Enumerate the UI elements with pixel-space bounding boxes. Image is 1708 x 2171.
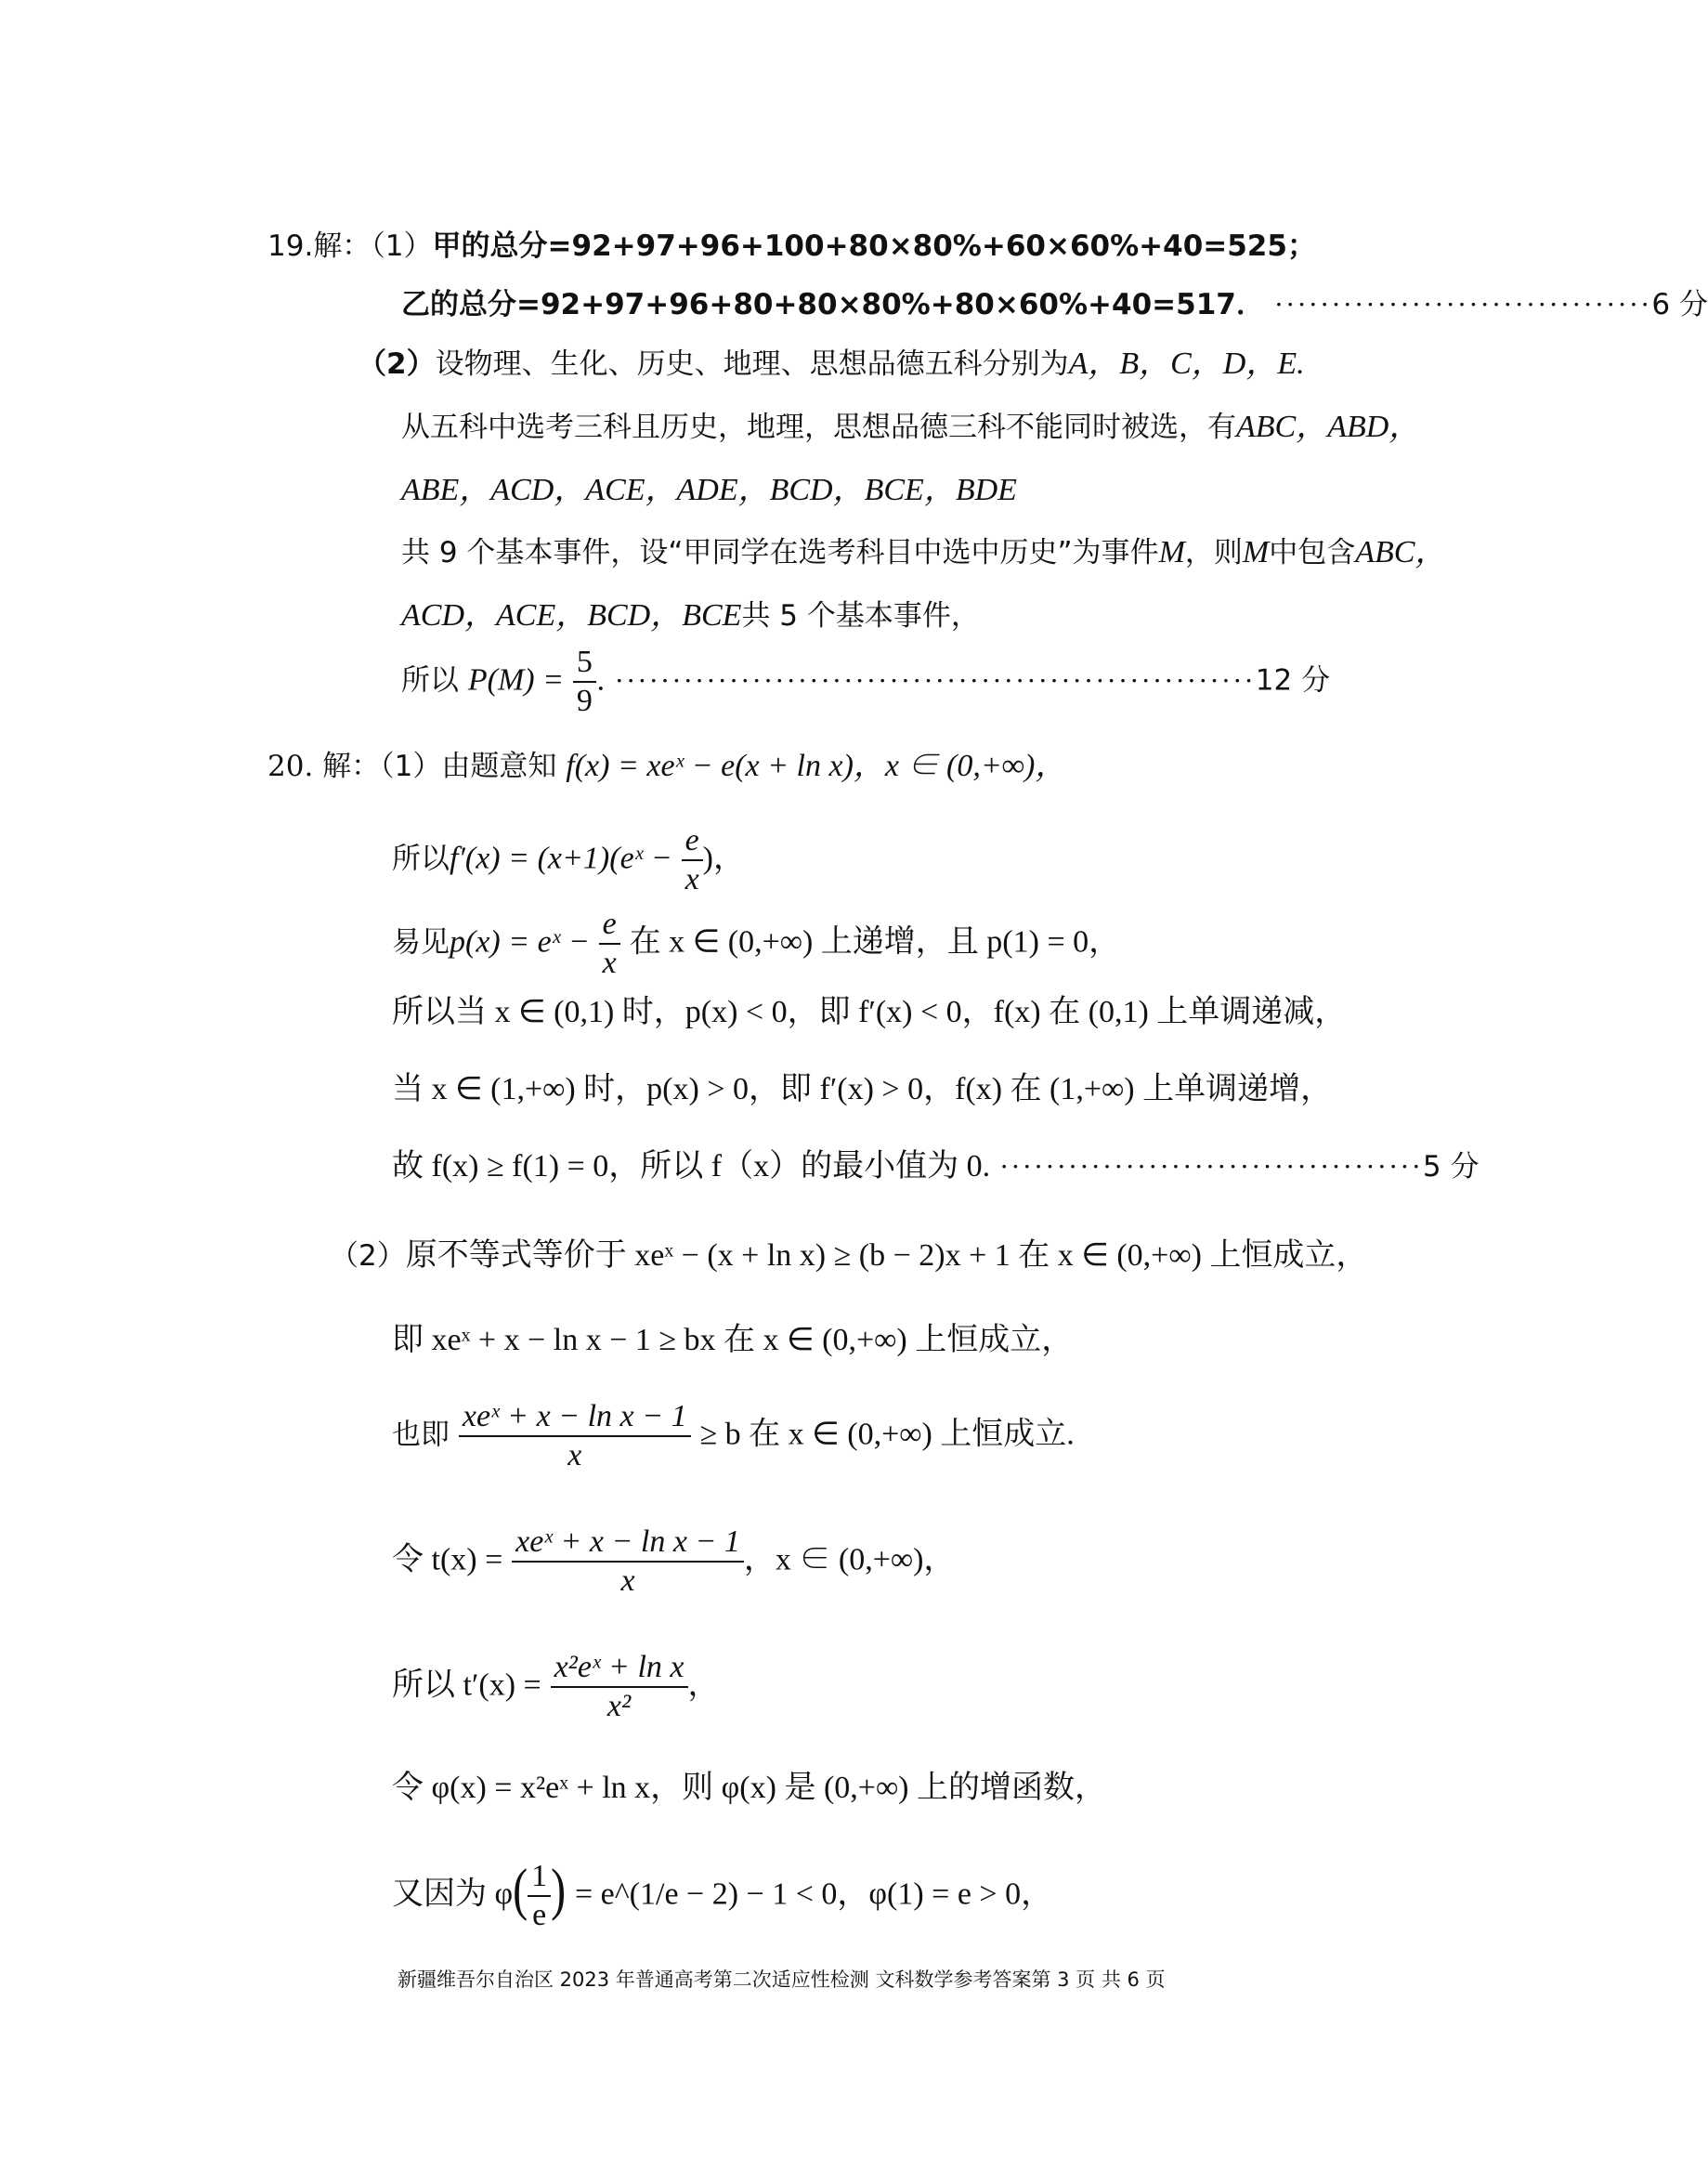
q20-frac11	[551, 1649, 688, 1725]
q19-jia-total: 甲的总分=92+97+96+100+80×80%+60×60%+40=525；	[432, 229, 1316, 263]
fraction-numerator: x²eˣ + ln x	[551, 1649, 688, 1688]
dot-leader: ·································	[1273, 288, 1652, 320]
q19-part2-text1: 设物理、生化、历史、地理、思想品德五科分别为	[435, 347, 1069, 381]
fraction-denominator: 9	[576, 684, 593, 718]
q19-part2-vars1: A，B，C，D，E.	[1068, 347, 1305, 381]
q19-part2-text6: 所以	[401, 663, 459, 698]
q20-jie: 解：	[322, 750, 381, 783]
q19-part2-text4a: 共 9 个基本事件，设“甲同学在选考科目中选中历史”为事件	[401, 536, 1159, 569]
q20-text11: 所以 t′(x) =	[392, 1667, 541, 1703]
fraction-numerator: 5	[573, 644, 596, 683]
q20-part2-line5	[392, 1649, 720, 1725]
q20-tail9: ≥ b 在 x ∈ (0,+∞) 上恒成立.	[699, 1417, 1075, 1452]
q19-part2-line1	[358, 346, 1305, 383]
fraction-numerator: xeˣ + x − ln x − 1	[459, 1398, 691, 1437]
q20-part2-line3	[392, 1398, 1075, 1474]
page-footer: 新疆维吾尔自治区 2023 年普通高考第二次适应性检测 文科数学参考答案第 3 页 共 6 页	[398, 1968, 1166, 1991]
q19-part2-line5	[401, 597, 980, 634]
q19-part2-text4b: ，则	[1184, 536, 1243, 569]
q19-part2-line4	[401, 534, 1446, 571]
q20-text7: 原不等式等价于 xeˣ − (x + ln x) ≥ (b − 2)x + 1 在 x ∈ (0,+∞) 上恒成立，	[405, 1238, 1368, 1273]
q19-part2-vars4: ABC，	[1355, 535, 1447, 569]
q19-part2-text5: 共 5 个基本事件，	[741, 599, 980, 633]
q20-part2-line6: 令 φ(x) = x²eˣ + ln x，则 φ(x) 是 (0,+∞) 上的增函数，	[392, 1771, 1107, 1805]
q20-tail10: ，x ∈ (0,+∞)，	[743, 1542, 956, 1577]
fraction-numerator: 1	[528, 1858, 551, 1897]
event-m: M	[1242, 535, 1270, 569]
fraction-denominator: x	[685, 862, 699, 896]
q19-number: 19.	[267, 229, 314, 263]
q20-expr3: p(x) = eˣ −	[450, 924, 590, 960]
q20-tail3: 在 x ∈ (0,+∞) 上递增，且 p(1) = 0，	[629, 924, 1121, 960]
q20-text3: 易见	[392, 925, 450, 960]
q20-expr1: f(x) = xeˣ − e(x + ln x)，x ∈ (0,+∞)，	[566, 749, 1067, 783]
q20-tail2: )，	[702, 841, 745, 876]
q19-part2-vars5: ACD，ACE，BCD，BCE	[401, 598, 742, 633]
q20-line4: 所以当 x ∈ (0,1) 时，p(x) < 0，即 f′(x) < 0，f(x) 在 (0,1) 上单调递减，	[392, 995, 1347, 1029]
q19-part2-label: （2）	[358, 347, 436, 381]
q20-frac9	[459, 1398, 691, 1474]
q20-line6	[392, 1148, 1480, 1185]
dot-leader: ························································	[614, 663, 1256, 697]
q20-line1	[267, 748, 1066, 785]
q20-text10: 令 t(x) =	[392, 1542, 503, 1577]
paren-right: )	[551, 1857, 567, 1922]
q20-frac13	[528, 1858, 551, 1934]
q20-tail13: = e^(1/e − 2) − 1 < 0，φ(1) = e > 0，	[574, 1877, 1053, 1912]
fraction-denominator: x	[602, 946, 617, 980]
q19-part2-line3	[401, 472, 1017, 509]
q20-line2	[392, 822, 745, 898]
q20-frac10	[512, 1524, 744, 1600]
paren-left: (	[513, 1857, 528, 1922]
q20-text13: 又因为 φ	[392, 1877, 514, 1912]
q20-text6: 故 f(x) ≥ f(1) = 0，所以 f（x）的最小值为 0.	[392, 1149, 991, 1184]
q20-number: 20.	[267, 750, 314, 783]
q20-frac3	[599, 906, 620, 982]
q20-text1: 由题意知	[441, 750, 557, 783]
q19-part2-vars3: ABE，ACD，ACE，ADE，BCD，BCE，BDE	[401, 473, 1017, 507]
q20-part2-line2: 即 xeˣ + x − ln x − 1 ≥ bx 在 x ∈ (0,+∞) 上恒成立，	[392, 1323, 1074, 1357]
q20-text2: 所以	[392, 842, 450, 876]
q19-part2-vars2: ABC，ABD，	[1236, 410, 1421, 444]
q20-tail11: ，	[687, 1667, 720, 1703]
q19-line-yi	[401, 286, 1708, 323]
q20-line3	[392, 906, 1120, 982]
q20-frac2	[682, 822, 703, 898]
q19-score-12: 12 分	[1255, 663, 1331, 698]
fraction-denominator: x	[620, 1563, 635, 1598]
q20-text9: 也即	[392, 1418, 450, 1452]
q20-part2-line7	[392, 1858, 1052, 1934]
q20-expr2: f′(x) = (x+1)(eˣ −	[450, 841, 672, 876]
q20-line5: 当 x ∈ (1,+∞) 时，p(x) > 0，即 f′(x) > 0，f(x) 在 (1,+∞) 上单调递增，	[392, 1072, 1333, 1106]
q19-part1-label: （1）	[371, 229, 433, 263]
q19-yi-total: 乙的总分=92+97+96+80+80×80%+80×60%+40=517．	[401, 288, 1265, 321]
q19-part2-line6: 所以 P(M) = $\frac{5}{9}$ . ························································12 分	[401, 645, 1331, 718]
q20-score-5: 5 分	[1422, 1150, 1480, 1184]
dot-leader: ·····································	[998, 1150, 1423, 1183]
fraction-numerator: e	[599, 906, 620, 945]
q19-part2-text4c: 中包含	[1269, 536, 1356, 569]
q20-part2-line4	[392, 1524, 955, 1600]
fraction-numerator: xeˣ + x − ln x − 1	[512, 1524, 744, 1563]
fraction-denominator: x	[567, 1438, 582, 1472]
fraction-denominator: x²	[606, 1689, 632, 1723]
q19-score-6: 6 分	[1651, 288, 1708, 321]
q19-part2-line2	[401, 409, 1420, 446]
q20-part2-line1	[330, 1237, 1367, 1275]
fraction-denominator: e	[532, 1898, 547, 1932]
probability-fraction	[573, 644, 596, 720]
q19-line-jia	[267, 228, 1316, 265]
event-m: M	[1158, 535, 1185, 569]
q19-part2-text2: 从五科中选考三科且历史，地理，思想品德三科不能同时被选，有	[401, 411, 1236, 444]
probability-expr: P(M) =	[467, 662, 565, 698]
q20-part1-label: （1）	[380, 750, 442, 783]
fraction-numerator: e	[682, 822, 703, 861]
q20-part2-label: （2）	[330, 1239, 406, 1273]
q19-jie: 解：	[313, 229, 372, 263]
